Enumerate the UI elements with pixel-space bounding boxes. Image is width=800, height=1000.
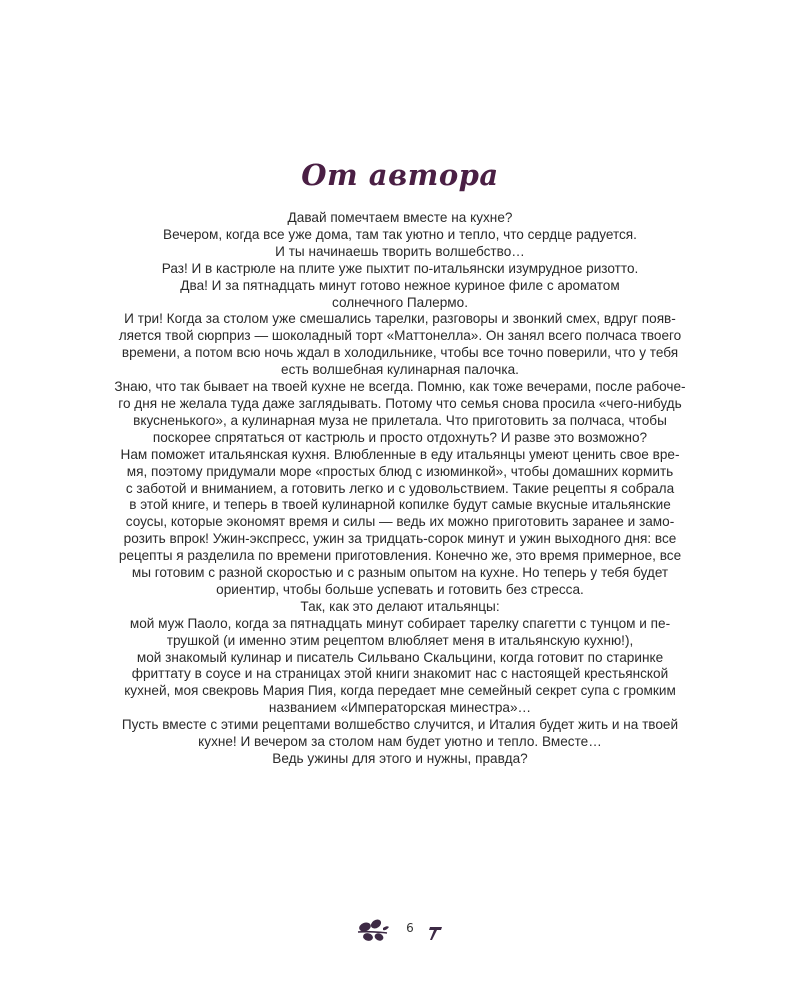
arrow-icon[interactable] [428,924,444,942]
text-line: мой знакомый кулинар и писатель Сильвано Скальцини, когда готовит по старинке [136,649,664,665]
olive-branch-icon [356,916,390,944]
text-line: Нам поможет итальянская кухня. Влюбленные в еду итальянцы умеют ценить свое вре- [120,446,680,462]
page-footer [0,916,800,946]
text-line: И три! Когда за столом уже смешались тарелки, разговоры и звонкий смех, вдруг появ- [124,311,676,327]
text-line: времени, а потом всю ночь ждал в холодильнике, чтобы все точно поверили, что у тебя [121,345,679,361]
text-line: И ты начинаешь творить волшебство… [275,243,525,259]
text-line: рецепты я разделила по времени приготовления. Конечно же, это время примерное, все [118,548,682,564]
text-line: фриттату в соусе и на страницах этой книги знакомит нас с настоящей крестьянской [131,666,669,682]
text-line: го дня не желала туда даже заглядывать. Потому что семья снова просила «чего-нибудь [118,395,682,411]
text-line: в этой книге, и теперь в твоей кулинарной копилке будут самые вкусные итальянские [129,497,671,513]
page-title: От автора [301,158,499,192]
text-line: есть волшебная кулинарная палочка. [281,362,519,378]
text-line: поскорее спрятаться от кастрюль и просто отдохнуть? И разве это возможно? [152,429,648,445]
text-line: ляется твой сюрприз — шоколадный торт «Маттонелла». Он занял всего полчаса твоего [118,328,682,344]
text-line: розить впрок! Ужин-экспресс, ужин за тридцать-сорок минут и ужин выходного дня: все [123,531,677,547]
text-line: кухне! И вечером за столом нам будет уютно и тепло. Вместе… [198,734,602,750]
text-line: мя, поэтому придумали море «простых блюд с изюминкой», чтобы домашних кормить [126,463,674,479]
text-line: мой муж Паоло, когда за пятнадцать минут собирает тарелку спагетти с тунцом и пе- [129,615,671,631]
text-line: Давай помечтаем вместе на кухне? [287,210,513,225]
text-line: названием «Императорская минестра»… [268,700,532,716]
text-line: Два! И за пятнадцать минут готово нежное куриное филе с ароматом [180,277,620,293]
author-foreword-text [100,210,700,768]
text-line: Вечером, когда все уже дома, там так уютно и тепло, что сердце радуется. [163,226,637,242]
text-line: кухней, моя свекровь Мария Пия, когда передает мне семейный секрет супа с громким [124,683,676,699]
text-line: Раз! И в кастрюле на плите уже пыхтит по-итальянски изумрудное ризотто. [161,260,639,276]
text-line: Знаю, что так бывает на твоей кухне не всегда. Помню, как тоже вечерами, после рабоче- [114,379,686,395]
text-line: соусы, которые экономят время и силы — ведь их можно приготовить заранее и замо- [125,514,675,530]
text-line: ориентир, чтобы больше успевать и готовить без стресса. [216,581,584,597]
text-line: Пусть вместе с этими рецептами волшебство случится, и Италия будет жить и на твоей [121,717,679,733]
text-line: солнечного Палермо. [332,294,468,310]
text-line: вкусненького», а кулинарная муза не прилетала. Что приготовить за полчаса, чтобы [133,412,667,428]
text-line: Ведь ужины для этого и нужны, правда? [272,751,528,766]
text-line: с заботой и вниманием, а готовить легко и с удовольствием. Такие рецепты я собрала [125,480,675,496]
text-line: Так, как это делают итальянцы: [300,598,500,614]
text-line: мы готовим с разной скоростью и с разным опытом на кухне. Но теперь у тебя будет [131,565,669,581]
text-line: трушкой (и именно этим рецептом влюбляет меня в итальянскую кухню!), [166,632,634,648]
page-number: 6 [406,921,414,935]
